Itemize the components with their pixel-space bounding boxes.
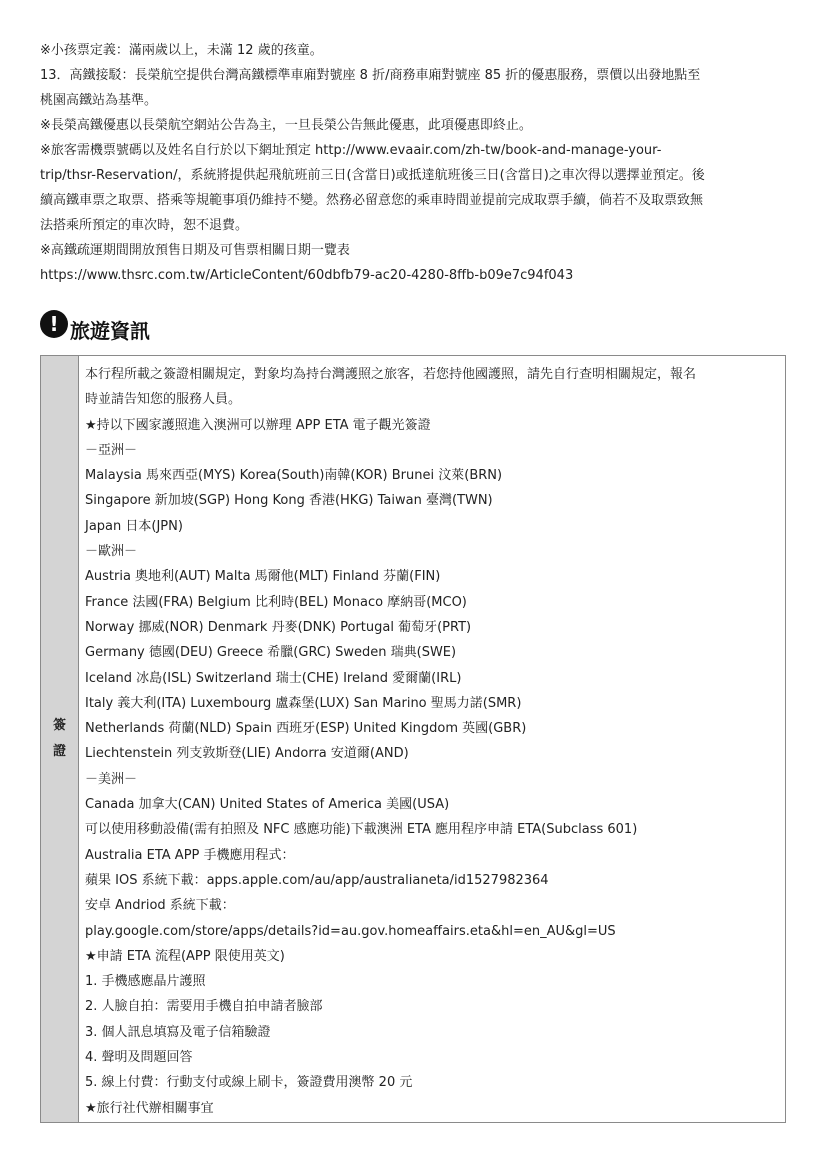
visa-line: ★旅行社代辦相關事宜 [85,1100,214,1116]
visa-line: France 法國(FRA) Belgium 比利時(BEL) Monaco 摩納哥(MCO) [85,594,467,610]
visa-line: Malaysia 馬來西亞(MYS) Korea(South)南韓(KOR) Brunei 汶萊(BRN) [85,468,503,484]
visa-line: Japan 日本(JPN) [85,518,183,534]
visa-line: Australia ETA APP 手機應用程式： [85,847,295,863]
visa-line: 本行程所載之簽證相關規定，對象均為持台灣護照之旅客，若您持他國護照，請先自行查明相關規定，報名 [85,367,697,382]
visa-line: Austria 奧地利(AUT) Malta 馬爾他(MLT) Finland 芬蘭(FIN) [85,569,441,585]
eta-step: 5. 線上付費：行動支付或線上刷卡，簽證費用澳幣 20 元 [85,1075,413,1091]
eta-step: 2. 人臉自拍：需要用手機自拍申請者臉部 [85,999,323,1015]
visa-label-cell [41,356,79,1122]
thsr-link[interactable]: https://www.thsrc.com.tw/ArticleContent/60dbfb79-ac20-4280-8ffb-b09e7c94f043 [40,268,574,283]
section-title: 旅遊資訊 [70,318,150,343]
visa-line: 可以使用移動設備(需有拍照及 NFC 感應功能)下載澳洲 ETA 應用程序申請 ETA(Subclass 601) [85,822,638,838]
eta-step: 1. 手機感應晶片護照 [85,974,206,990]
intro-line: 法搭乘所預定的車次時，恕不退費。 [40,218,249,233]
visa-line: Liechtenstein 列支敦斯登(LIE) Andorra 安道爾(AND) [85,746,409,762]
intro-line: ※旅客需機票號碼以及姓名自行於以下網址預定 http://www.evaair.com/zh-tw/book-and-manage-your- [40,143,662,158]
visa-info-table [40,355,786,1123]
intro-line: ※高鐵疏運期間開放預售日期及可售票相關日期一覽表 [40,243,350,258]
visa-line: 時並請告知您的服務人員。 [85,392,242,408]
visa-label-char: 簽 [52,718,66,733]
eta-step: 3. 個人訊息填寫及電子信箱驗證 [85,1024,271,1040]
visa-region-heading: －美洲－ [85,771,138,787]
visa-line: Singapore 新加坡(SGP) Hong Kong 香港(HKG) Taiwan 臺灣(TWN) [85,493,493,509]
intro-line: 13．高鐵接駁：長榮航空提供台灣高鐵標準車廂對號座 8 折/商務車廂對號座 85 折的優惠服務，票價以出發地點至 [40,68,701,83]
intro-line: ※小孩票定義：滿兩歲以上，未滿 12 歲的孩童。 [40,43,323,58]
visa-line: Iceland 冰島(ISL) Switzerland 瑞士(CHE) Ireland 愛爾蘭(IRL) [85,670,462,686]
intro-text-block [40,38,790,288]
visa-region-heading: －亞洲－ [85,442,138,458]
eta-step: 4. 聲明及問題回答 [85,1050,193,1066]
visa-line: Canada 加拿大(CAN) United States of America 美國(USA) [85,797,450,813]
visa-region-heading: －歐洲－ [85,544,138,560]
visa-line: Germany 德國(DEU) Greece 希臘(GRC) Sweden 瑞典(SWE) [85,645,457,661]
intro-line: 續高鐵車票之取票、搭乘等規範事項仍維持不變。然務必留意您的乘車時間並提前完成取票手續，倘若不及取票致無 [40,193,704,208]
visa-line: Norway 挪威(NOR) Denmark 丹麥(DNK) Portugal 葡萄牙(PRT) [85,619,472,635]
intro-line: 桃園高鐵站為基準。 [40,93,158,108]
visa-label-char: 證 [52,744,66,759]
visa-line: 安卓 Andriod 系統下載： [85,898,235,914]
visa-line: ★持以下國家護照進入澳洲可以辦理 APP ETA 電子觀光簽證 [85,417,431,433]
ios-download-link[interactable]: 蘋果 IOS 系統下載：apps.apple.com/au/app/australianeta/id1527982364 [85,872,549,888]
visa-line: Italy 義大利(ITA) Luxembourg 盧森堡(LUX) San Marino 聖馬力諾(SMR) [85,695,522,711]
intro-line: ※長榮高鐵優惠以長榮航空網站公告為主，一旦長榮公告無此優惠，此項優惠即終止。 [40,118,532,133]
section-header [40,308,150,343]
visa-content-cell [79,356,785,1122]
intro-line: trip/thsr-Reservation/，系統將提供起飛航班前三日(含當日)或抵達航班後三日(含當日)之車次得以選擇並預定。後 [40,168,705,183]
visa-line: Netherlands 荷蘭(NLD) Spain 西班牙(ESP) United Kingdom 英國(GBR) [85,721,527,737]
android-download-link[interactable]: play.google.com/store/apps/details?id=au.gov.homeaffairs.eta&hl=en_AU&gl=US [85,923,616,939]
visa-line: ★申請 ETA 流程(APP 限使用英文) [85,948,285,964]
exclamation-icon: ! [40,310,68,338]
